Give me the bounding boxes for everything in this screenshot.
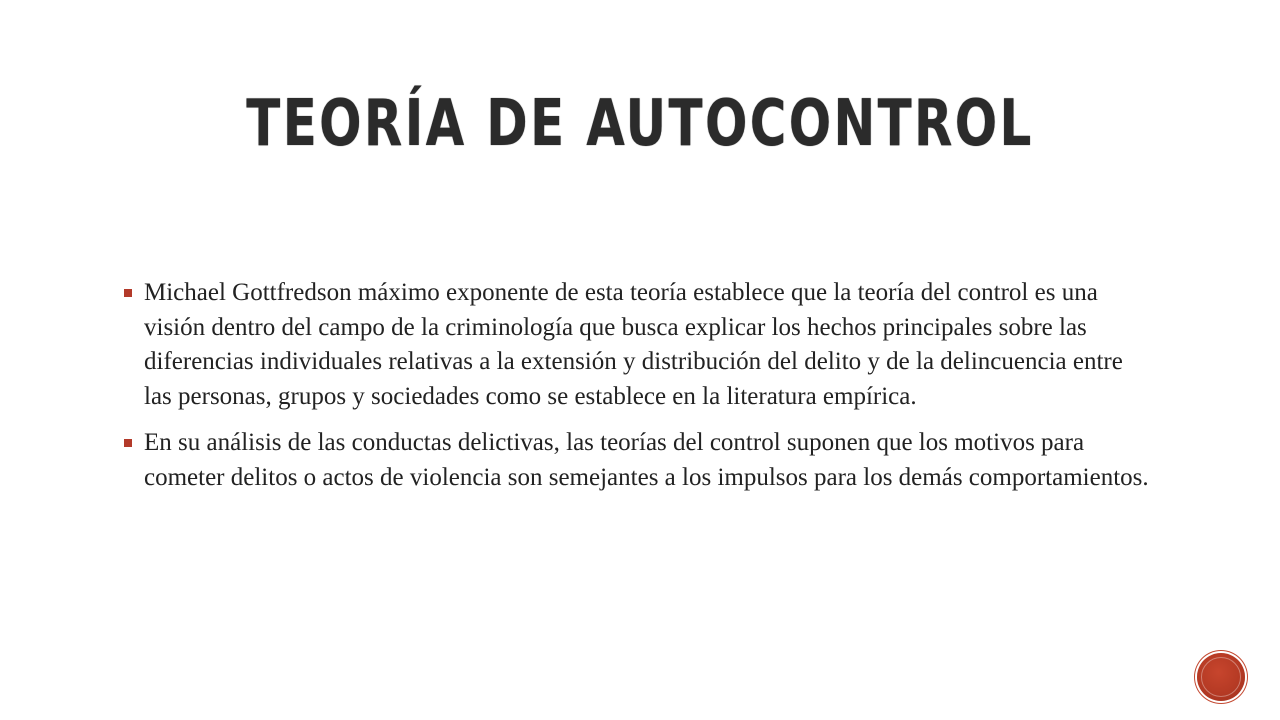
bullet-text: En su análisis de las conductas delictivas, las teorías del control suponen que los motivos para cometer delitos o actos de violencia son semejantes a los impulsos para los demás comportamientos. (144, 429, 1149, 491)
bullet-text: Michael Gottfredson máximo exponente de esta teoría establece que la teoría del control es una visión dentro del campo de la criminología que busca explicar los hechos principales sobre las diferencias individuales relativas a la extensión y distribución del delito y de la delincuencia entre las personas, grupos y sociedades como se establece en la literatura empírica. (144, 279, 1123, 410)
square-bullet-icon (124, 289, 132, 297)
slide-title: TEORÍA DE AUTOCONTROL (246, 87, 1034, 161)
bullet-item (122, 276, 1152, 414)
slide-number-circle-icon (1197, 653, 1245, 701)
bullet-item (122, 426, 1152, 495)
square-bullet-icon (124, 439, 132, 447)
bullet-list (122, 276, 1152, 507)
